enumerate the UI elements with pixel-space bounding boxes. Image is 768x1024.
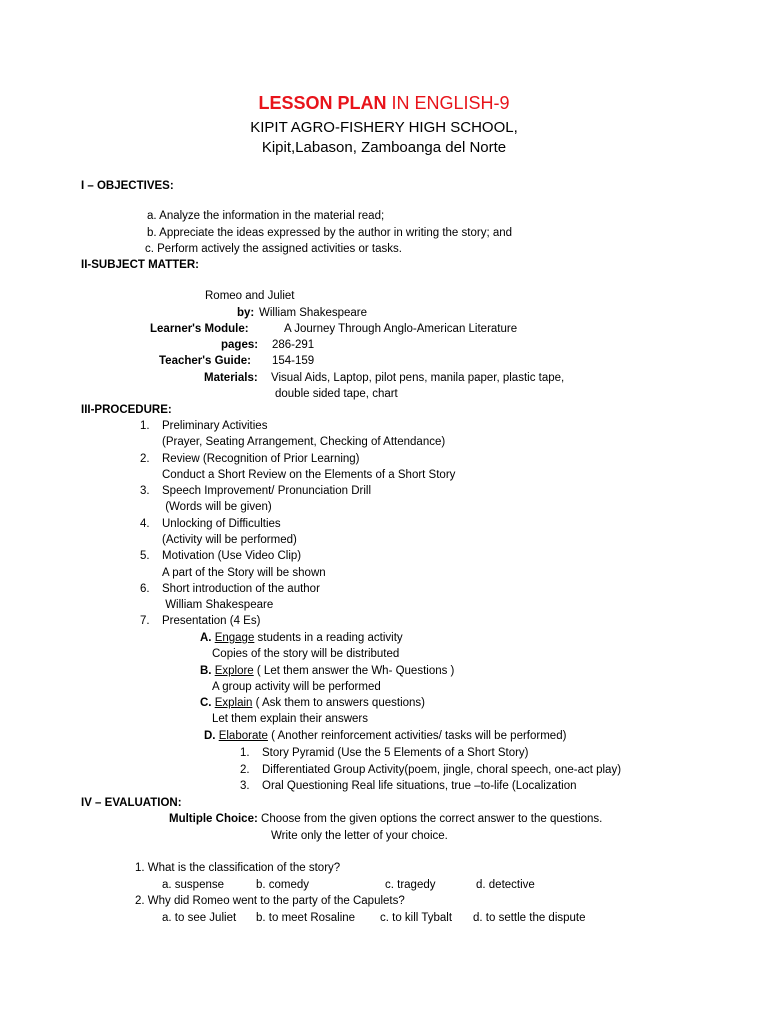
procedure-step-detail: (Activity will be performed) <box>162 534 297 546</box>
materials-value-cont: double sided tape, chart <box>275 388 398 400</box>
procedure-step-detail: (Words will be given) <box>162 501 272 513</box>
elaborate-item: 2. Differentiated Group Activity(poem, jingle, choral speech, one-act play) <box>240 764 622 776</box>
procedure-step: 1. Preliminary Activities <box>140 420 268 432</box>
question-2-option: c. to kill Tybalt <box>380 912 453 924</box>
question-2: 2. Why did Romeo went to the party of the Capulets? <box>135 895 405 907</box>
document-title <box>0 92 768 114</box>
presentation-elaborate: D. Elaborate ( Another reinforcement activities/ tasks will be performed) <box>204 730 567 742</box>
procedure-step-detail: William Shakespeare <box>162 599 274 611</box>
guide-value: 154-159 <box>272 355 315 367</box>
objectives-heading: I – OBJECTIVES: <box>81 180 174 192</box>
school-name: KIPIT AGRO-FISHERY HIGH SCHOOL, <box>250 119 518 136</box>
procedure-step: 3. Speech Improvement/ Pronunciation Drill <box>140 485 372 497</box>
title-lesson-plan: LESSON PLAN <box>258 93 387 113</box>
procedure-step: 5. Motivation (Use Video Clip) <box>140 550 302 562</box>
presentation-engage-detail: Copies of the story will be distributed <box>212 648 400 660</box>
guide-label: Teacher's Guide: <box>159 355 251 367</box>
question-2-option: b. to meet Rosaline <box>256 912 356 924</box>
pages-label: pages: <box>221 339 259 351</box>
evaluation-heading: IV – EVALUATION: <box>81 797 182 809</box>
presentation-explain: C. Explain ( Ask them to answers questions) <box>200 697 425 709</box>
subject-matter-heading: II-SUBJECT MATTER: <box>81 259 199 271</box>
evaluation-instructions-cont: Write only the letter of your choice. <box>271 830 448 842</box>
presentation-engage: A. Engage students in a reading activity <box>200 632 403 644</box>
question-2-option: a. to see Juliet <box>162 912 237 924</box>
presentation-explore: B. Explore ( Let them answer the Wh- Questions ) <box>200 665 455 677</box>
question-1-option: c. tragedy <box>385 879 436 891</box>
question-1: 1. What is the classification of the story? <box>135 862 341 874</box>
question-1-option: d. detective <box>476 879 535 891</box>
question-1-option: b. comedy <box>256 879 310 891</box>
author-value: William Shakespeare <box>259 307 368 319</box>
school-address: Kipit,Labason, Zamboanga del Norte <box>261 139 507 156</box>
procedure-step-detail: Conduct a Short Review on the Elements of a Short Story <box>162 469 456 481</box>
procedure-step: 6. Short introduction of the author <box>140 583 320 595</box>
objective-a: a. Analyze the information in the material read; <box>147 210 385 222</box>
materials-value: Visual Aids, Laptop, pilot pens, manila paper, plastic tape, <box>271 372 565 384</box>
module-label: Learner's Module: <box>150 323 249 335</box>
materials-label: Materials: <box>204 372 258 384</box>
elaborate-item: 3. Oral Questioning Real life situations, true –to-life (Localization <box>240 780 577 792</box>
evaluation-instructions: Multiple Choice: Choose from the given options the correct answer to the questions. <box>169 813 603 825</box>
procedure-step: 4. Unlocking of Difficulties <box>140 518 281 530</box>
question-1-option: a. suspense <box>162 879 225 891</box>
procedure-step-detail: A part of the Story will be shown <box>162 567 326 579</box>
author-label: by: <box>237 307 255 319</box>
elaborate-item: 1. Story Pyramid (Use the 5 Elements of a Short Story) <box>240 747 529 759</box>
procedure-heading: III-PROCEDURE: <box>81 404 172 416</box>
story-title: Romeo and Juliet <box>205 290 295 302</box>
procedure-step: 7. Presentation (4 Es) <box>140 615 261 627</box>
title-subject: IN ENGLISH-9 <box>391 93 510 113</box>
objective-b: b. Appreciate the ideas expressed by the author in writing the story; and <box>147 227 513 239</box>
pages-value: 286-291 <box>272 339 315 351</box>
procedure-step: 2. Review (Recognition of Prior Learning) <box>140 453 360 465</box>
presentation-explore-detail: A group activity will be performed <box>212 681 381 693</box>
procedure-step-detail: (Prayer, Seating Arrangement, Checking of Attendance) <box>162 436 446 448</box>
objective-c: c. Perform actively the assigned activities or tasks. <box>145 243 402 255</box>
presentation-explain-detail: Let them explain their answers <box>212 713 368 725</box>
module-value: A Journey Through Anglo-American Literature <box>284 323 518 335</box>
question-2-option: d. to settle the dispute <box>473 912 586 924</box>
